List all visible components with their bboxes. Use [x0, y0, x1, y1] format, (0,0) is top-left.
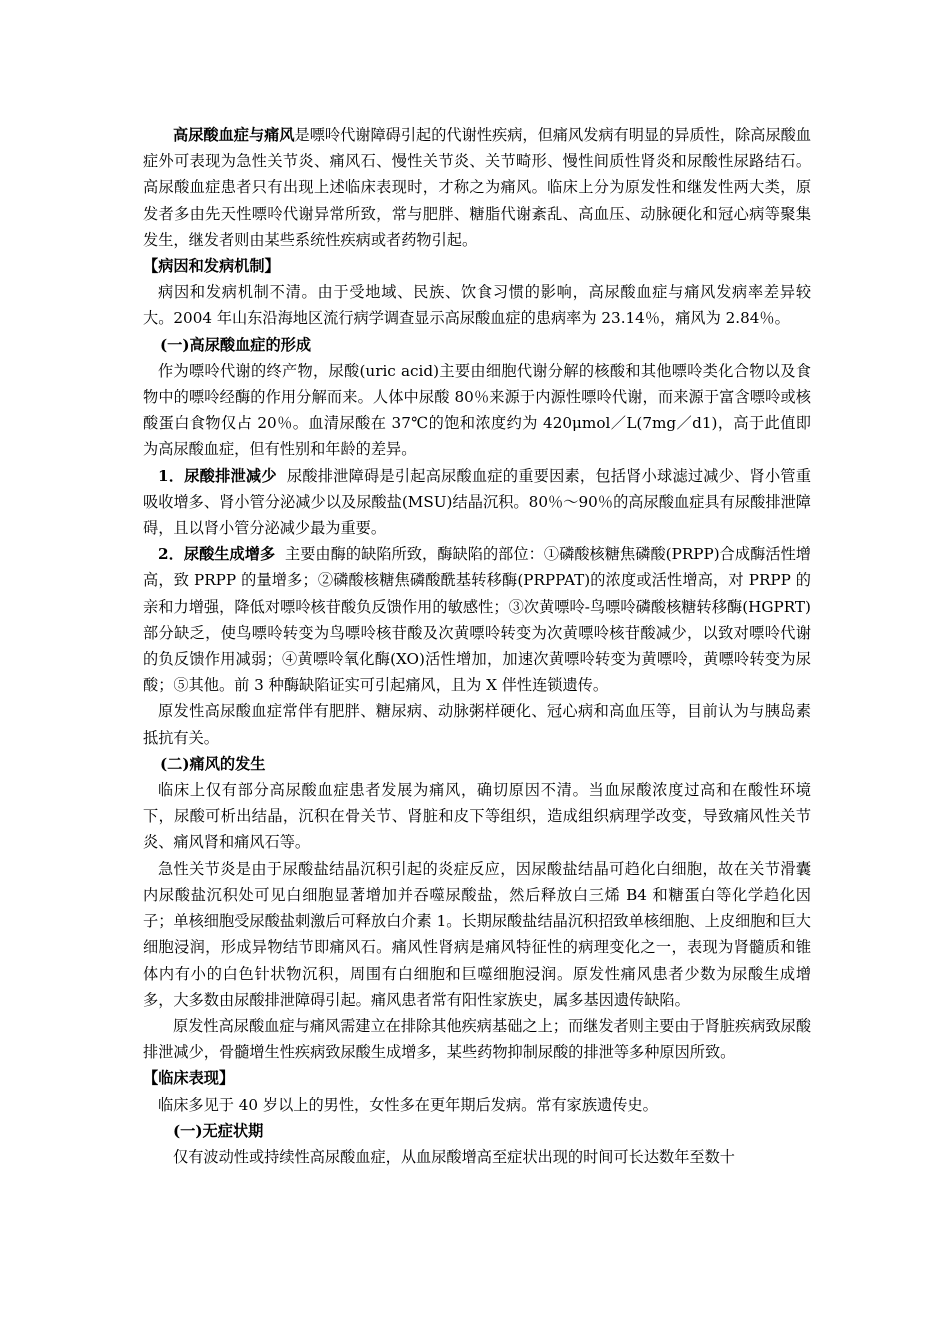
paragraph: 临床多见于 40 岁以上的男性，女性多在更年期后发病。常有家族遗传史。: [158, 1095, 658, 1114]
list-item-label: 2．尿酸生成增多: [158, 545, 276, 564]
list-item: [143, 541, 811, 698]
document-page: [143, 122, 811, 1170]
list-item-text: 尿酸排泄障碍是引起高尿酸血症的重要因素，包括肾小球滤过减少、肾小管重吸收增多、肾小管分泌减少以及尿酸盐(MSU)结晶沉积。80％～90％的高尿酸血症具有尿酸排泄障碍，且以肾小管分泌减少最为重要。: [143, 466, 811, 538]
section-heading-clinical: 【临床表现】: [143, 1069, 235, 1088]
paragraph: 仅有波动性或持续性高尿酸血症，从血尿酸增高至症状出现的时间可长达数年至数十: [173, 1147, 735, 1166]
intro-title: 高尿酸血症与痛风: [173, 126, 295, 144]
list-item: [143, 463, 811, 542]
subheading-gout-onset: (二)痛风的发生: [160, 754, 266, 773]
subheading-asymptomatic: (一)无症状期: [173, 1121, 264, 1140]
paragraph: 临床上仅有部分高尿酸血症患者发展为痛风，确切原因不清。当血尿酸浓度过高和在酸性环境下，尿酸可析出结晶，沉积在骨关节、肾脏和皮下等组织，造成组织病理学改变，导致痛风性关节炎、痛风肾和痛风石等。: [143, 781, 811, 852]
paragraph: 原发性高尿酸血症与痛风需建立在排除其他疾病基础之上；而继发者则主要由于肾脏疾病致尿酸排泄减少，骨髓增生性疾病致尿酸生成增多，某些药物抑制尿酸的排泄等多种原因所致。: [143, 1016, 811, 1062]
section-heading-etiology: 【病因和发病机制】: [143, 257, 280, 276]
list-item-label: 1．尿酸排泄减少: [158, 466, 277, 485]
paragraph: 急性关节炎是由于尿酸盐结晶沉积引起的炎症反应，因尿酸盐结晶可趋化白细胞，故在关节滑囊内尿酸盐沉积处可见白细胞显著增加并吞噬尿酸盐，然后释放白三烯 B4 和糖蛋白等化学趋化因子；单核细胞受尿酸盐刺激后可释放白介素 1。长期尿酸盐结晶沉积招致单核细胞、上皮细胞和巨大细胞浸润，形成异物结节即痛风石。痛风性肾病是痛风特征性的病理变化之一，表现为肾髓质和锥体内有小的白色针状物沉积，周围有白细胞和巨噬细胞浸润。原发性痛风患者少数为尿酸生成增多，大多数由尿酸排泄障碍引起。痛风患者常有阳性家族史，属多基因遗传缺陷。: [143, 859, 811, 1009]
paragraph: 病因和发病机制不清。由于受地域、民族、饮食习惯的影响，高尿酸血症与痛风发病率差异较大。2004 年山东沿海地区流行病学调查显示高尿酸血症的患病率为 23.14％，痛风为 2.84％。: [143, 283, 811, 328]
paragraph: 原发性高尿酸血症常伴有肥胖、糖尿病、动脉粥样硬化、冠心病和高血压等，目前认为与胰岛素抵抗有关。: [143, 702, 811, 747]
paragraph: 作为嘌呤代谢的终产物，尿酸(uric acid)主要由细胞代谢分解的核酸和其他嘌呤类化合物以及食物中的嘌呤经酶的作用分解而来。人体中尿酸 80％来源于内源性嘌呤代谢，而来源于富含嘌呤或核酸蛋白食物仅占 20％。血清尿酸在 37℃的饱和浓度约为 420μmol／L(7mg／d1)，高于此值即为高尿酸血症，但有性别和年龄的差异。: [143, 361, 811, 459]
list-item-text: 主要由酶的缺陷所致，酶缺陷的部位：①磷酸核糖焦磷酸(PRPP)合成酶活性增高，致 PRPP 的量增多；②磷酸核糖焦磷酸酰基转移酶(PRPPAT)的浓度或活性增高，对 PRPP 的亲和力增强，降低对嘌呤核苷酸负反馈作用的敏感性；③次黄嘌呤-鸟嘌呤磷酸核糖转移酶(HGPRT)部分缺乏，使鸟嘌呤转变为鸟嘌呤核苷酸及次黄嘌呤转变为次黄嘌呤核苷酸减少，以致对嘌呤代谢的负反馈作用减弱；④黄嘌呤氧化酶(XO)活性增加，加速次黄嘌呤转变为黄嘌呤，黄嘌呤转变为尿酸；⑤其他。前 3 种酶缺陷证实可引起痛风，且为 X 伴性连锁遗传。: [143, 545, 811, 695]
subheading-hyperuricemia-formation: (一)高尿酸血症的形成: [160, 335, 312, 354]
intro-text: 是嘌呤代谢障碍引起的代谢性疾病，但痛风发病有明显的异质性，除高尿酸血症外可表现为急性关节炎、痛风石、慢性关节炎、关节畸形、慢性间质性肾炎和尿酸性尿路结石。高尿酸血症患者只有出现上述临床表现时，才称之为痛风。临床上分为原发性和继发性两大类，原发者多由先天性嘌呤代谢异常所致，常与肥胖、糖脂代谢紊乱、高血压、动脉硬化和冠心病等聚集发生，继发者则由某些系统性疾病或者药物引起。: [143, 126, 812, 249]
intro-paragraph: [143, 122, 811, 253]
